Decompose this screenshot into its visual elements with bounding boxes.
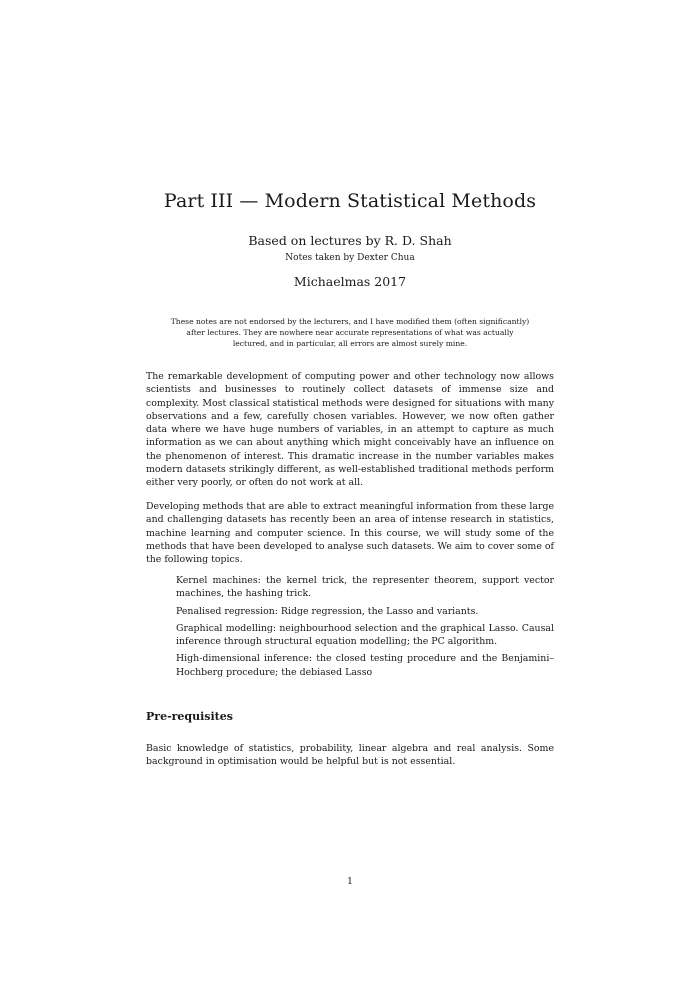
notes-by-line: Notes taken by Dexter Chua: [285, 253, 415, 263]
author-line: Based on lectures by R. D. Shah: [248, 233, 452, 248]
topics-list: [176, 574, 554, 683]
prerequisites-heading: Pre-requisites: [146, 710, 233, 723]
term-line: Michaelmas 2017: [293, 274, 407, 289]
list-item: Kernel machines: the kernel trick, the representer theorem, support vector machines, the hashing trick.: [176, 575, 554, 600]
page-number: 1: [347, 876, 353, 887]
list-item: High-dimensional inference: the closed testing procedure and the Benjamini–Hochberg procedure; the debiased Lasso: [176, 653, 554, 678]
document-title: Part III — Modern Statistical Methods: [163, 190, 537, 212]
intro-paragraph-1: The remarkable development of computing power and other technology now allows scientists and businesses to routinely collect datasets of immense size and complexity. Most classical statistical methods were designed for situations with many observations and a few, carefully chosen variables. However, we now often gather data where we have huge numbers of variables, in an attempt to capture as much information as we can about anything which might conceivably have an influence on the phenomenon of interest. This dramatic increase in the number variables makes modern datasets strikingly different, as well-established traditional methods perform either very poorly, or often do not work at all.: [146, 371, 554, 489]
list-item: Penalised regression: Ridge regression, the Lasso and variants.: [176, 605, 479, 617]
list-item: Graphical modelling: neighbourhood selection and the graphical Lasso. Causal inference through structural equation modelling; the PC algorithm.: [176, 622, 554, 648]
intro-paragraph-2: Developing methods that are able to extract meaningful information from these large and challenging datasets has recently been an area of intense research in statistics, machine learning and computer science. In this course, we will study some of the methods that have been developed to analyse such datasets. We aim to cover some of the following topics.: [146, 501, 554, 566]
disclaimer: These notes are not endorsed by the lecturers, and I have modified them (often significantly) after lectures. They are nowhere near accurate representations of what was actually lectured, and in particular, all errors are almost surely mine.: [170, 317, 530, 348]
prerequisites-text: Basic knowledge of statistics, probability, linear algebra and real analysis. Some background in optimisation would be helpful but is not essential.: [146, 743, 554, 768]
